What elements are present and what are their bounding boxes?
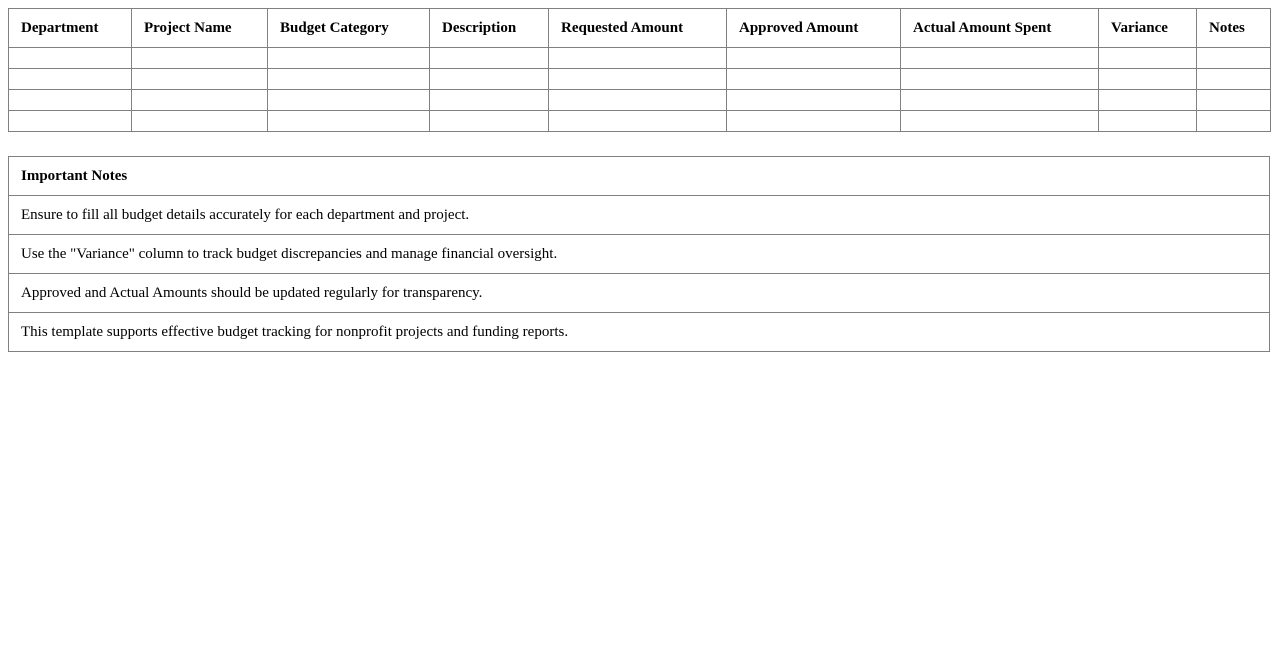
header-requested-amount: Requested Amount: [549, 9, 727, 48]
cell-requested-amount[interactable]: [549, 69, 727, 90]
cell-approved-amount[interactable]: [727, 111, 901, 132]
notes-row: [9, 235, 1270, 274]
cell-notes[interactable]: [1197, 69, 1271, 90]
cell-budget-category[interactable]: [268, 90, 430, 111]
cell-description[interactable]: [430, 111, 549, 132]
budget-header-row: [9, 9, 1271, 48]
cell-variance[interactable]: [1099, 90, 1197, 111]
cell-variance[interactable]: [1099, 111, 1197, 132]
cell-description[interactable]: [430, 48, 549, 69]
cell-budget-category[interactable]: [268, 69, 430, 90]
cell-variance[interactable]: [1099, 48, 1197, 69]
cell-project-name[interactable]: [132, 111, 268, 132]
cell-budget-category[interactable]: [268, 48, 430, 69]
notes-row: [9, 274, 1270, 313]
cell-requested-amount[interactable]: [549, 111, 727, 132]
cell-approved-amount[interactable]: [727, 90, 901, 111]
page-content: [8, 8, 1270, 352]
table-row: [9, 90, 1271, 111]
cell-department[interactable]: [9, 48, 132, 69]
cell-department[interactable]: [9, 69, 132, 90]
cell-variance[interactable]: [1099, 69, 1197, 90]
cell-requested-amount[interactable]: [549, 48, 727, 69]
cell-budget-category[interactable]: [268, 111, 430, 132]
budget-table: [8, 8, 1271, 132]
notes-title: Important Notes: [9, 157, 1270, 196]
budget-table-body: [9, 48, 1271, 132]
note-item: This template supports effective budget tracking for nonprofit projects and funding reports.: [9, 313, 1270, 352]
cell-approved-amount[interactable]: [727, 48, 901, 69]
header-project-name: Project Name: [132, 9, 268, 48]
cell-actual-amount-spent[interactable]: [901, 48, 1099, 69]
table-row: [9, 69, 1271, 90]
cell-actual-amount-spent[interactable]: [901, 69, 1099, 90]
cell-project-name[interactable]: [132, 48, 268, 69]
header-budget-category: Budget Category: [268, 9, 430, 48]
table-row: [9, 111, 1271, 132]
header-notes: Notes: [1197, 9, 1271, 48]
important-notes-table: [8, 156, 1270, 352]
notes-row: [9, 196, 1270, 235]
header-variance: Variance: [1099, 9, 1197, 48]
header-approved-amount: Approved Amount: [727, 9, 901, 48]
header-description: Description: [430, 9, 549, 48]
cell-notes[interactable]: [1197, 48, 1271, 69]
cell-notes[interactable]: [1197, 111, 1271, 132]
cell-actual-amount-spent[interactable]: [901, 111, 1099, 132]
cell-requested-amount[interactable]: [549, 90, 727, 111]
note-item: Use the "Variance" column to track budget discrepancies and manage financial oversight.: [9, 235, 1270, 274]
note-item: Approved and Actual Amounts should be updated regularly for transparency.: [9, 274, 1270, 313]
note-item: Ensure to fill all budget details accurately for each department and project.: [9, 196, 1270, 235]
cell-approved-amount[interactable]: [727, 69, 901, 90]
cell-department[interactable]: [9, 111, 132, 132]
header-actual-amount-spent: Actual Amount Spent: [901, 9, 1099, 48]
cell-department[interactable]: [9, 90, 132, 111]
cell-description[interactable]: [430, 69, 549, 90]
table-row: [9, 48, 1271, 69]
cell-project-name[interactable]: [132, 90, 268, 111]
cell-description[interactable]: [430, 90, 549, 111]
header-department: Department: [9, 9, 132, 48]
cell-actual-amount-spent[interactable]: [901, 90, 1099, 111]
notes-row: [9, 313, 1270, 352]
notes-title-row: [9, 157, 1270, 196]
cell-project-name[interactable]: [132, 69, 268, 90]
cell-notes[interactable]: [1197, 90, 1271, 111]
